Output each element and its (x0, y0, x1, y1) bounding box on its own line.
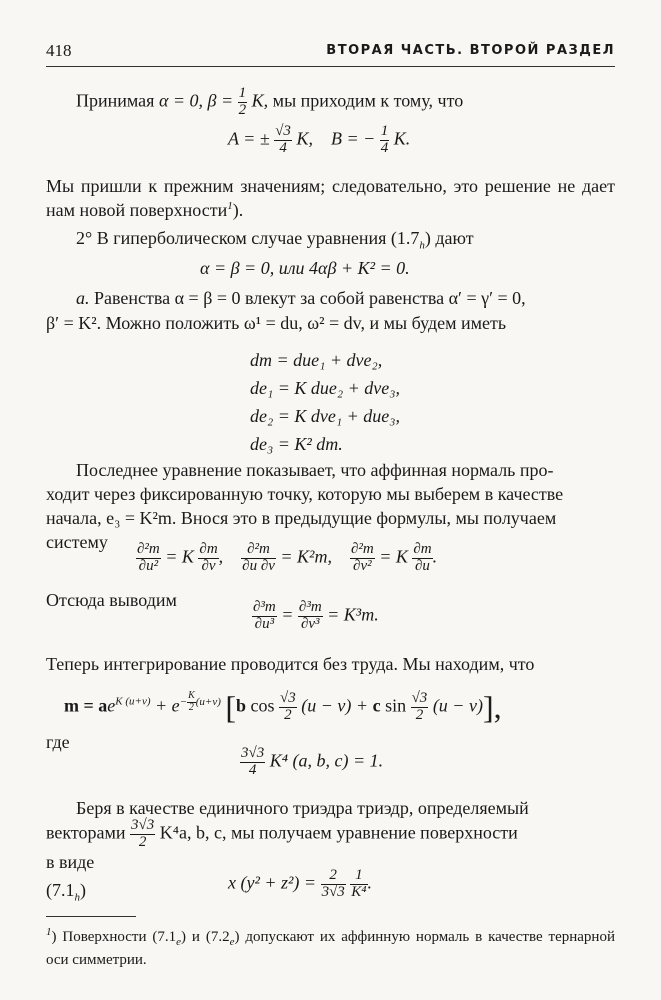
p1-tail: мы приходим к тому, что (272, 90, 464, 111)
footnote: $^1$) Поверхности $(7.1_e)$ и $(7.2_e)$ допускают их аффинную нормаль в качестве тернарной оси симметрии. (46, 926, 615, 968)
eq-a-lhs: A = ± (228, 128, 270, 149)
footnote-mark: 1 (227, 200, 233, 213)
paragraph-5-line2: ходит через фиксированную точку, которую мы выберем в качестве (46, 484, 564, 504)
paragraph-6: Отсюда выводим (46, 590, 177, 610)
equation-A-B (228, 124, 410, 157)
footnote-number: 1 (46, 926, 52, 938)
equation-label-7-1h: $(7.1_h)$ (46, 880, 86, 904)
paragraph-4-line2: β′ = K². Можно положить ω¹ = du, ω² = dv, и мы будем иметь (46, 313, 507, 333)
page-number: 418 (46, 41, 72, 60)
p4-label: a. (76, 288, 90, 308)
equation-solution-m: $m = ae^{K (u+v)} + e^{- \frac{K}{2} (u+v)}$ [b cos $\frac{√3}{2}$ (u − v) + c sin $\frac{√3}{2}$ (u − v)], (64, 689, 502, 725)
p1-alpha: α = 0, β = (158, 90, 234, 111)
system-line: de₁ = K due₂ + dve₃, (250, 378, 401, 398)
equation-system (250, 346, 400, 458)
paragraph-9-line1: Беря в качестве единичного триэдра триэдр, определяемый (76, 798, 529, 818)
system-line: de₃ = K² dm. (250, 434, 343, 454)
header-rule (46, 66, 615, 67)
p1-K: K, (251, 90, 269, 111)
eq-b-frac: $\frac{1}{4}$ (380, 123, 389, 156)
paragraph-9-line3: в виде (46, 852, 95, 872)
eq-a-k: K, (296, 128, 313, 149)
p3-end: ) дают (424, 228, 474, 248)
eq-b-k: K. (393, 128, 411, 149)
paragraph-4-line1 (76, 286, 526, 310)
p2-end: ). (232, 200, 244, 221)
eq-b-lhs: B = − (330, 128, 376, 149)
eq-a-frac: $\frac{√3}{4}$ (275, 123, 291, 156)
paragraph-9-line2: векторами $\frac{3√3}{2}$ K⁴a, b, c, мы получаем уравнение поверхности (46, 817, 518, 850)
p3-sub: h (419, 239, 425, 252)
paragraph-3 (76, 226, 474, 253)
equation-third-derivatives: $\frac{\text{∂³m}}{\text{∂u³}}$ = $\frac{\text{∂³m}}{\text{∂v³}}$ = K³m. (253, 599, 379, 632)
equation-surface: x (y² + z²) = $\frac{2}{3√3}$ $\frac{1}{\text{K⁴}}$ . (228, 867, 373, 900)
p4-line1: Равенства α = β = 0 влекут за собой равенства α′ = γ′ = 0, (94, 288, 526, 308)
paragraph-7: Теперь интегрирование проводится без труда. Мы находим, что (46, 654, 535, 674)
paragraph-2 (46, 174, 615, 223)
p1-fraction: $\frac{1}{2}$ (238, 85, 247, 118)
system-line: de₂ = K dve₁ + due₃, (250, 406, 401, 426)
equation-hyperbolic: α = β = 0, или 4αβ + K² = 0. (200, 258, 410, 278)
system-line: dm = due₁ + dve₂, (250, 350, 383, 370)
paragraph-5-line3: начала, e₃ = K²m. Внося это в предыдущие формулы, мы получаем (46, 508, 557, 528)
paragraph-5-line4: систему (46, 532, 108, 552)
running-head: ВТОРАЯ ЧАСТЬ. ВТОРОЙ РАЗДЕЛ (326, 43, 615, 58)
footnote-rule (46, 916, 136, 917)
p1-text: Принимая (76, 90, 155, 111)
equation-second-derivatives: $\frac{\text{∂²m}}{\text{∂u²}}$ = K $\frac{\partial m}{\partial v}$ , $\frac{\text{∂²m}}{\partial u \partial v}$ = K²m, $\frac{\text{∂²m}}{\text{∂v²}}$ = K $\frac{\partial m}{\partial u}$ . (137, 541, 438, 574)
paragraph-8: где (46, 732, 70, 752)
p3-text: 2° В гиперболическом случае уравнения (1.7 (76, 228, 420, 248)
p2-text: Мы пришли к прежним значениям; следовательно, это решение не дает нам новой поверхности (46, 176, 615, 221)
paragraph-5-line1: Последнее уравнение показывает, что аффинная нормаль про- (76, 460, 554, 480)
page-header (46, 40, 615, 66)
paragraph-1 (76, 86, 463, 119)
equation-normalization: $\frac{3√3}{4}$ K⁴ (a, b, c) = 1. (241, 745, 384, 778)
